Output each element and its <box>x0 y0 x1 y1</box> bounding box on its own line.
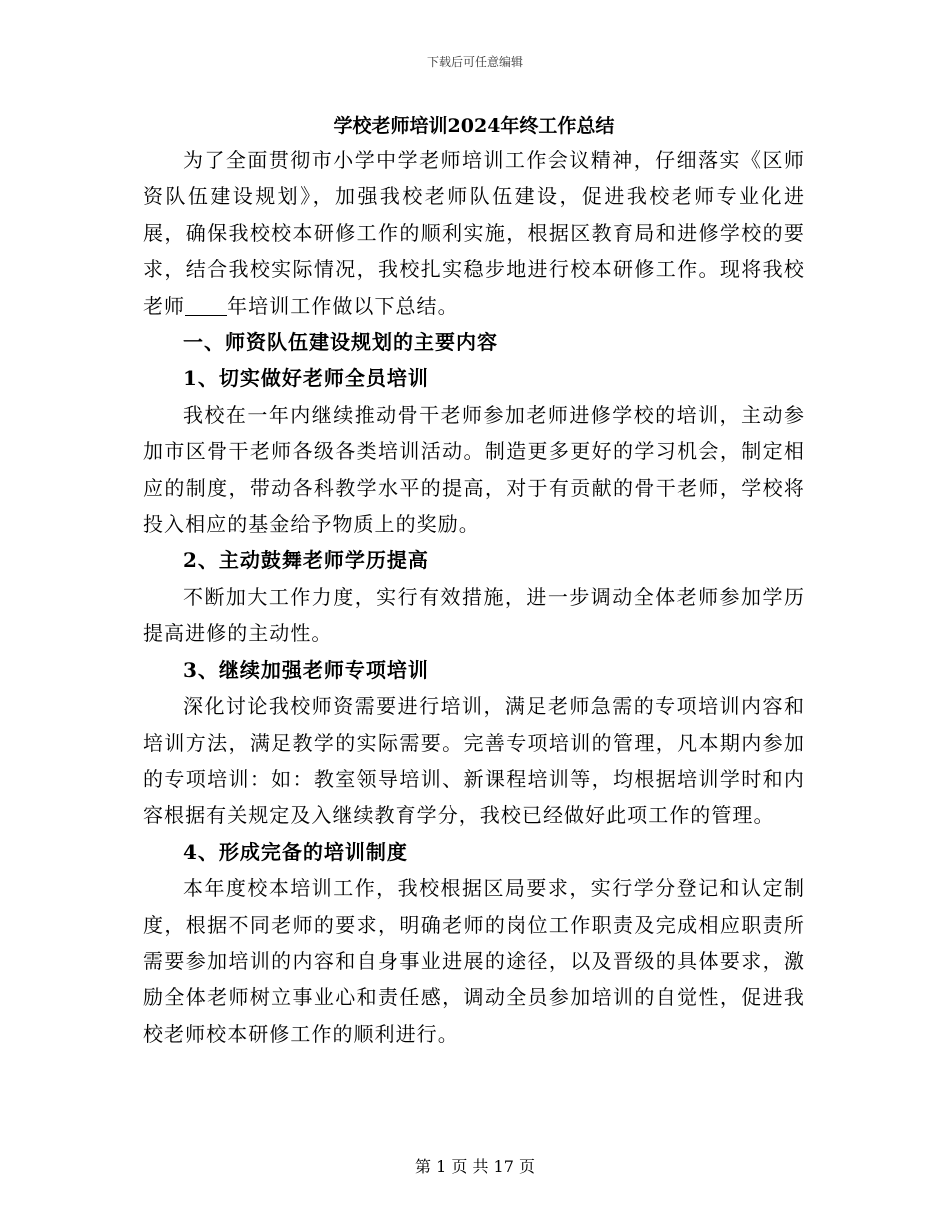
item-heading-4: 4、形成完备的培训制度 <box>183 839 408 864</box>
item-body-2: 不断加大工作力度，实行有效措施，进一步调动全体老师参加学历提高进修的主动性。 <box>143 584 805 646</box>
item-heading-1: 1、切实做好老师全员培训 <box>183 366 429 391</box>
item-body-4: 本年度校本培训工作，我校根据区局要求，实行学分登记和认定制度，根据不同老师的要求，明确老师的岗位工作职责及完成相应职责所需要参加培训的内容和自身事业进展的途径，以及晋级的具体要求，激励全体老师树立事业心和责任感，调动全员参加培训的自觉性，促进我校老师校本研修工作的顺利进行。 <box>143 876 805 1046</box>
intro-text-before-blank: 为了全面贯彻市小学中学老师培训工作会议精神，仔细落实《区师资队伍建设规划》，加强我校老师队伍建设，促进我校老师专业化进展，确保我校校本研修工作的顺利实施，根据区教育局和进修学校的要求，结合我校实际情况，我校扎实稳步地进行校本研修工作。现将我校老师 <box>143 148 805 318</box>
section-heading-1: 一、师资队伍建设规划的主要内容 <box>183 330 498 355</box>
header-note: 下载后可任意编辑 <box>426 55 523 69</box>
item-body-3: 深化讨论我校师资需要进行培训，满足老师急需的专项培训内容和培训方法，满足教学的实际需要。完善专项培训的管理，凡本期内参加的专项培训：如：教室领导培训、新课程培训等，均根据培训学时和内容根据有关规定及入继续教育学分，我校已经做好此项工作的管理。 <box>143 694 805 828</box>
document-body <box>143 112 805 1052</box>
intro-paragraph <box>143 142 805 324</box>
item-heading-3: 3、继续加强老师专项培训 <box>183 657 429 682</box>
intro-text-after-blank: 年培训工作做以下总结。 <box>227 293 459 318</box>
year-blank <box>185 295 227 316</box>
item-body-1: 我校在一年内继续推动骨干老师参加老师进修学校的培训，主动参加市区骨干老师各级各类培训活动。制造更多更好的学习机会，制定相应的制度，带动各科教学水平的提高，对于有贡献的骨干老师，学校将投入相应的基金给予物质上的奖励。 <box>143 402 805 537</box>
item-heading-2: 2、主动鼓舞老师学历提高 <box>183 548 429 573</box>
document-title: 学校老师培训2024年终工作总结 <box>333 115 615 137</box>
page-footer: 第 1 页 共 17 页 <box>415 1157 535 1176</box>
